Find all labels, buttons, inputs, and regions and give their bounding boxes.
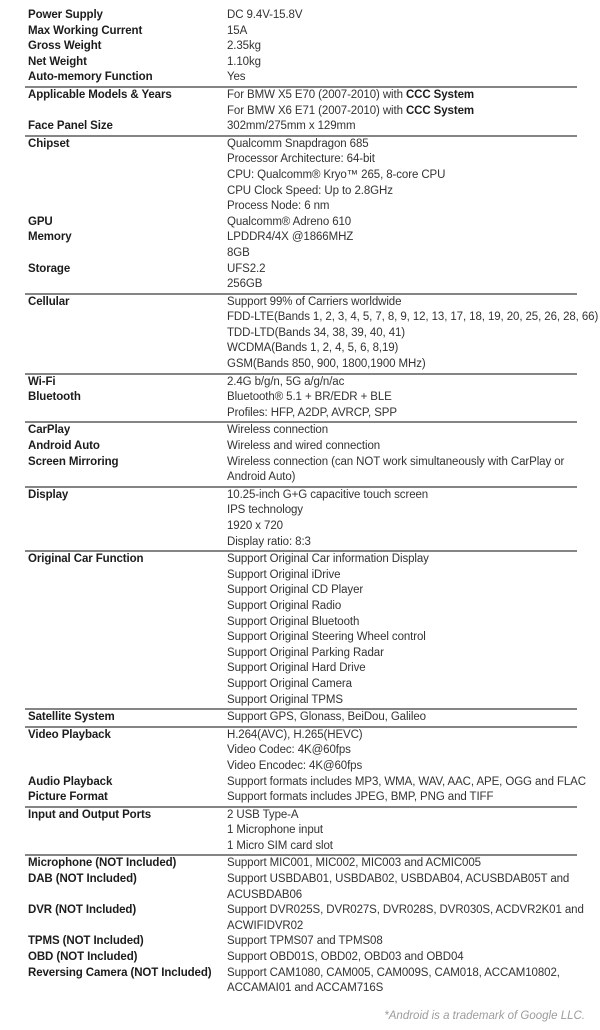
spec-value-line: Support Original Car information Display [227, 553, 429, 566]
spec-value-line: WCDMA(Bands 1, 2, 4, 5, 6, 8,19) [227, 342, 399, 355]
spec-values [227, 808, 577, 855]
spec-label: Max Working Current [28, 24, 143, 37]
spec-values [227, 934, 577, 950]
spec-row [25, 872, 577, 903]
spec-values [227, 856, 577, 872]
spec-value-line: 2.35kg [227, 40, 261, 53]
spec-value-line: Support MIC001, MIC002, MIC003 and ACMIC005 [227, 857, 481, 870]
spec-row [25, 390, 577, 421]
spec-section [25, 486, 577, 550]
spec-value-line: 1920 x 720 [227, 520, 283, 532]
spec-values [227, 119, 577, 135]
spec-values [227, 8, 577, 24]
spec-label: DVR (NOT Included) [28, 904, 137, 917]
spec-values [227, 390, 577, 421]
spec-value-line: Support Original iDrive [227, 568, 341, 581]
spec-value-line: Qualcomm® Adreno 610 [227, 215, 352, 228]
spec-label: Picture Format [28, 791, 108, 804]
spec-label: DAB (NOT Included) [28, 873, 137, 886]
spec-values [227, 55, 577, 71]
spec-row [25, 903, 584, 934]
spec-value-line: ACWIFIDVR02 [227, 919, 304, 932]
spec-row [25, 88, 577, 119]
spec-value-line: Support Original Bluetooth [227, 615, 360, 628]
spec-section [25, 373, 577, 422]
spec-row [25, 439, 577, 455]
spec-row [25, 70, 577, 86]
spec-value-line: H.264(AVC), H.265(HEVC) [227, 728, 363, 741]
spec-value-line: Wireless connection (can NOT work simultaneously with CarPlay or [227, 455, 565, 468]
spec-row [25, 24, 577, 40]
spec-values [227, 39, 577, 55]
spec-table [25, 0, 599, 997]
spec-value-line: Support 99% of Carriers worldwide [227, 295, 402, 308]
spec-row [25, 856, 577, 872]
spec-label: Gross Weight [28, 40, 102, 53]
spec-value-text: For BMW X6 E71 (2007-2010) with [227, 104, 406, 117]
spec-value-line: Support Original Radio [227, 599, 342, 612]
spec-label: CarPlay [28, 424, 71, 437]
spec-value-line: GSM(Bands 850, 900, 1800,1900 MHz) [227, 358, 426, 371]
spec-value-line: Yes [227, 71, 246, 84]
spec-row [25, 808, 577, 855]
spec-value-line: Android Auto) [227, 471, 296, 484]
spec-value-line: DC 9.4V-15.8V [227, 9, 303, 21]
spec-value-line: Processor Architecture: 64-bit [227, 153, 375, 166]
spec-value-line: 256GB [227, 278, 263, 291]
spec-label: Wi-Fi [28, 375, 56, 388]
spec-row [25, 423, 577, 439]
spec-label: Storage [28, 262, 71, 275]
spec-value-line: 302mm/275mm x 129mm [227, 120, 356, 133]
spec-section [25, 421, 577, 485]
spec-value-line: CPU Clock Speed: Up to 2.8GHz [227, 184, 393, 197]
spec-label: Power Supply [28, 9, 103, 21]
spec-row [25, 552, 577, 708]
spec-value-line: Support GPS, Glonass, BeiDou, Galileo [227, 711, 426, 724]
spec-section [25, 135, 577, 293]
spec-label: Original Car Function [28, 553, 144, 566]
spec-value-line: Qualcomm Snapdragon 685 [227, 137, 369, 150]
spec-row [25, 39, 577, 55]
spec-values [227, 295, 599, 373]
spec-values [227, 88, 577, 119]
spec-value-line [227, 88, 577, 104]
spec-value-text: For BMW X5 E70 (2007-2010) with [227, 88, 406, 101]
spec-label: Display [28, 488, 69, 501]
spec-label: TPMS (NOT Included) [28, 935, 144, 948]
spec-label: Memory [28, 231, 72, 244]
spec-values [227, 790, 577, 806]
spec-label: Net Weight [28, 55, 87, 68]
spec-label: Screen Mirroring [28, 455, 119, 468]
spec-values [227, 710, 577, 726]
spec-value-line: ACUSBDAB06 [227, 888, 303, 901]
spec-value-line: Process Node: 6 nm [227, 200, 330, 213]
trademark-note: *Android is a trademark of Google LLC. [384, 1009, 585, 1022]
spec-values [227, 375, 577, 391]
spec-row [25, 137, 577, 215]
spec-row [25, 262, 577, 293]
spec-value-line: 2.4G b/g/n, 5G a/g/n/ac [227, 375, 345, 388]
spec-value-line: 8GB [227, 246, 250, 259]
spec-row [25, 966, 577, 997]
spec-label: Android Auto [28, 440, 100, 453]
spec-label: Microphone (NOT Included) [28, 857, 177, 870]
spec-section [25, 708, 577, 726]
spec-value-line: Support USBDAB01, USBDAB02, USBDAB04, ACUSBDAB05T and [227, 873, 570, 886]
spec-row [25, 8, 577, 24]
spec-label: GPU [28, 215, 53, 228]
spec-value-line: CPU: Qualcomm® Kryo™ 265, 8-core CPU [227, 168, 446, 181]
spec-label: Face Panel Size [28, 120, 113, 133]
spec-row [25, 728, 577, 775]
spec-values [227, 728, 577, 775]
spec-value-line: Support formats includes MP3, WMA, WAV, AAC, APE, OGG and FLAC [227, 775, 586, 788]
spec-value-line: IPS technology [227, 504, 303, 517]
spec-label: Satellite System [28, 711, 115, 724]
spec-values [227, 872, 577, 903]
spec-row [25, 775, 586, 791]
spec-value-line: FDD-LTE(Bands 1, 2, 3, 4, 5, 7, 8, 9, 12, 13, 17, 18, 19, 20, 25, 26, 28, 66) [227, 311, 599, 324]
spec-values [227, 950, 577, 966]
spec-values [227, 552, 577, 708]
spec-section [25, 854, 584, 996]
spec-values [227, 775, 586, 791]
spec-values [227, 262, 577, 293]
spec-section [25, 86, 577, 135]
spec-row [25, 790, 577, 806]
spec-row [25, 934, 577, 950]
spec-value-line: Display ratio: 8:3 [227, 535, 311, 548]
spec-values [227, 903, 584, 934]
spec-values [227, 439, 577, 455]
spec-value-line: 10.25-inch G+G capacitive touch screen [227, 488, 429, 501]
spec-value-line: 1 Microphone input [227, 824, 324, 837]
spec-value-line: Profiles: HFP, A2DP, AVRCP, SPP [227, 406, 397, 419]
spec-row [25, 950, 577, 966]
spec-value-line: Video Codec: 4K@60fps [227, 744, 351, 757]
spec-values [227, 137, 577, 215]
spec-value-line: Support TPMS07 and TPMS08 [227, 935, 383, 948]
spec-value-line: Support Original TPMS [227, 693, 343, 706]
spec-value-bold: CCC System [405, 104, 474, 117]
spec-values [227, 423, 577, 439]
spec-label: Video Playback [28, 728, 111, 741]
spec-value-line: Support Original CD Player [227, 584, 364, 597]
spec-value-line: Bluetooth® 5.1 + BR/EDR + BLE [227, 391, 392, 404]
spec-values [227, 215, 577, 231]
spec-values [227, 24, 577, 40]
spec-value-line: Support OBD01S, OBD02, OBD03 and OBD04 [227, 951, 464, 964]
spec-row [25, 375, 577, 391]
spec-row [25, 119, 577, 135]
spec-value-line: Support Original Camera [227, 677, 352, 690]
spec-value-line: Video Encodec: 4K@60fps [227, 759, 363, 772]
spec-row [25, 488, 577, 550]
spec-label: Auto-memory Function [28, 71, 153, 84]
spec-section [25, 550, 577, 708]
spec-row [25, 455, 577, 486]
spec-value-line: Wireless connection [227, 424, 329, 437]
spec-value-line: Support CAM1080, CAM005, CAM009S, CAM018, ACCAM10802, [227, 966, 560, 979]
spec-row [25, 295, 599, 373]
spec-value-line: 1.10kg [227, 55, 261, 68]
spec-value-line: Support DVR025S, DVR027S, DVR028S, DVR030S, ACDVR2K01 and [227, 904, 584, 917]
spec-value-line: 2 USB Type-A [227, 808, 299, 821]
spec-section [25, 293, 599, 373]
spec-row [25, 230, 577, 261]
spec-row [25, 55, 577, 71]
spec-value-line: 1 Micro SIM card slot [227, 839, 333, 852]
spec-values [227, 488, 577, 550]
spec-label: Cellular [28, 295, 70, 308]
spec-label: Chipset [28, 137, 70, 150]
spec-value-line: Support Original Parking Radar [227, 646, 384, 659]
spec-row [25, 215, 577, 231]
spec-value-line: 15A [227, 24, 248, 37]
spec-values [227, 455, 577, 486]
spec-label: Reversing Camera (NOT Included) [28, 966, 212, 979]
spec-value-line: LPDDR4/4X @1866MHZ [227, 231, 354, 244]
spec-label: OBD (NOT Included) [28, 951, 138, 964]
spec-label: Input and Output Ports [28, 808, 152, 821]
spec-label: Applicable Models & Years [28, 88, 172, 101]
spec-value-line: Support Original Steering Wheel control [227, 631, 426, 644]
spec-value-line: ACCAMAI01 and ACCAM716S [227, 982, 384, 995]
spec-label: Audio Playback [28, 775, 113, 788]
spec-value-line: TDD-LTD(Bands 34, 38, 39, 40, 41) [227, 326, 406, 339]
spec-values [227, 70, 577, 86]
spec-value-line: UFS2.2 [227, 262, 266, 275]
spec-value-line: Support formats includes JPEG, BMP, PNG and TIFF [227, 791, 494, 804]
spec-row [25, 710, 577, 726]
spec-value-line [227, 104, 577, 120]
spec-value-line: Wireless and wired connection [227, 440, 381, 453]
spec-values [227, 966, 577, 997]
spec-section [25, 806, 577, 855]
spec-section [25, 8, 577, 86]
spec-values [227, 230, 577, 261]
spec-section [25, 726, 586, 806]
spec-value-bold: CCC System [405, 88, 474, 101]
spec-value-line: Support Original Hard Drive [227, 662, 366, 675]
spec-label: Bluetooth [28, 391, 81, 404]
